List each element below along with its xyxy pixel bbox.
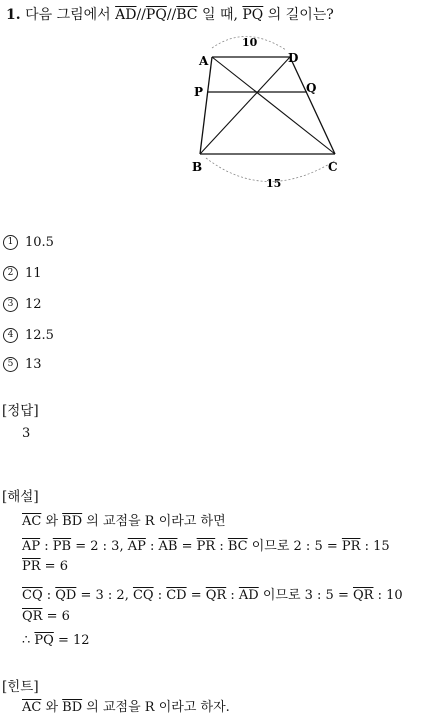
label-c: C [328, 160, 338, 174]
text: = [186, 588, 206, 603]
segment: $\overline{QR}$ [353, 588, 374, 603]
label-a: A [199, 54, 209, 68]
segment: $\overline{AB}$ [158, 539, 178, 554]
label-b: B [192, 160, 203, 174]
text: = 6 [42, 609, 70, 624]
text: = 12 [53, 633, 90, 648]
segment: $\overline{CQ}$ [22, 588, 43, 603]
segment: $\overline{QR}$ [205, 588, 227, 603]
choice-text: 11 [25, 266, 42, 281]
choice-text: 12 [25, 297, 42, 312]
choice-2[interactable] [3, 266, 42, 281]
parallel-sign: // [136, 7, 146, 23]
text: : [42, 588, 56, 603]
text: : [226, 588, 239, 603]
answer-value: 3 [22, 426, 31, 441]
choice-3[interactable] [3, 297, 42, 312]
text: 의 교점을 R 이라고 하면 [82, 514, 226, 529]
text: = 6 [40, 559, 68, 574]
segment: $\overline{PQ}$ [34, 633, 54, 648]
therefore-sign: ∴ [22, 633, 35, 648]
segment: $\overline{AD}$ [238, 588, 259, 603]
explanation-line-4 [22, 584, 403, 603]
text: = 2 : 3, [71, 539, 128, 554]
segment: $\overline{QD}$ [55, 588, 77, 603]
hint-header: [힌트] [2, 679, 39, 695]
explanation-line-6 [22, 633, 90, 648]
top-length-label: 10 [242, 36, 258, 49]
text: 와 [41, 700, 63, 715]
choice-text: 12.5 [25, 328, 54, 343]
choice-5[interactable] [3, 357, 42, 372]
segment: $\overline{BD}$ [62, 514, 83, 529]
choice-mark: 2 [3, 266, 18, 281]
choice-mark: 1 [3, 235, 18, 250]
text: : [40, 539, 53, 554]
segment-ad: $\overline{AD}$ [115, 7, 137, 23]
segment: $\overline{BC}$ [227, 539, 248, 554]
question-prefix: 다음 그림에서 [25, 7, 116, 23]
segment: $\overline{PB}$ [52, 539, 72, 554]
segment: $\overline{PR}$ [196, 539, 216, 554]
label-d: D [288, 51, 299, 65]
segment: $\overline{CQ}$ [132, 588, 154, 603]
label-p: P [194, 85, 204, 99]
segment: $\overline{AC}$ [22, 514, 42, 529]
side-ab [200, 57, 212, 154]
segment: $\overline{PR}$ [22, 559, 41, 574]
question-suffix: 의 길이는? [263, 7, 334, 23]
segment: $\overline{CD}$ [166, 588, 187, 603]
choice-text: 10.5 [25, 235, 54, 250]
trapezoid-figure [180, 28, 360, 196]
explanation-line-2 [22, 535, 390, 554]
choice-4[interactable] [3, 328, 54, 343]
explanation-header: [해설] [2, 489, 39, 505]
answer-header: [정답] [2, 403, 39, 419]
text: 이므로 2 : 5 = [247, 539, 342, 554]
hint-line-1 [22, 696, 230, 715]
question-text [6, 4, 334, 24]
segment: $\overline{PR}$ [341, 539, 361, 554]
choice-1[interactable] [3, 235, 54, 250]
text: : 10 [373, 588, 403, 603]
text: : [215, 539, 228, 554]
text: 이므로 3 : 5 = [258, 588, 353, 603]
text: : [153, 588, 167, 603]
text: : 15 [360, 539, 390, 554]
parallel-sign: // [166, 7, 177, 23]
choice-mark: 5 [3, 357, 18, 372]
segment: $\overline{AP}$ [22, 539, 41, 554]
choice-mark: 4 [3, 328, 18, 343]
explanation-line-3 [22, 559, 68, 574]
segment: $\overline{AC}$ [22, 700, 42, 715]
segment: $\overline{QR}$ [22, 609, 43, 624]
text: : [145, 539, 159, 554]
text: = [177, 539, 197, 554]
segment-pq: $\overline{PQ}$ [145, 7, 167, 23]
label-q: Q [306, 81, 317, 95]
segment-bc: $\overline{BC}$ [176, 7, 198, 23]
choice-mark: 3 [3, 297, 18, 312]
question-number: 1. [6, 7, 21, 23]
side-dc [290, 57, 335, 154]
text: = 3 : 2, [76, 588, 133, 603]
text: 와 [41, 514, 63, 529]
explanation-line-5 [22, 609, 70, 624]
segment: $\overline{BD}$ [62, 700, 83, 715]
explanation-line-1 [22, 510, 226, 529]
text: 의 교점을 R 이라고 하자. [82, 700, 230, 715]
choice-text: 13 [25, 357, 42, 372]
question-mid: 일 때, [197, 7, 243, 23]
segment-pq-asked: $\overline{PQ}$ [242, 7, 264, 23]
diagonal-bd [200, 57, 290, 154]
diagonal-ac [212, 57, 335, 154]
segment: $\overline{AP}$ [127, 539, 146, 554]
bottom-length-label: 15 [266, 177, 282, 190]
